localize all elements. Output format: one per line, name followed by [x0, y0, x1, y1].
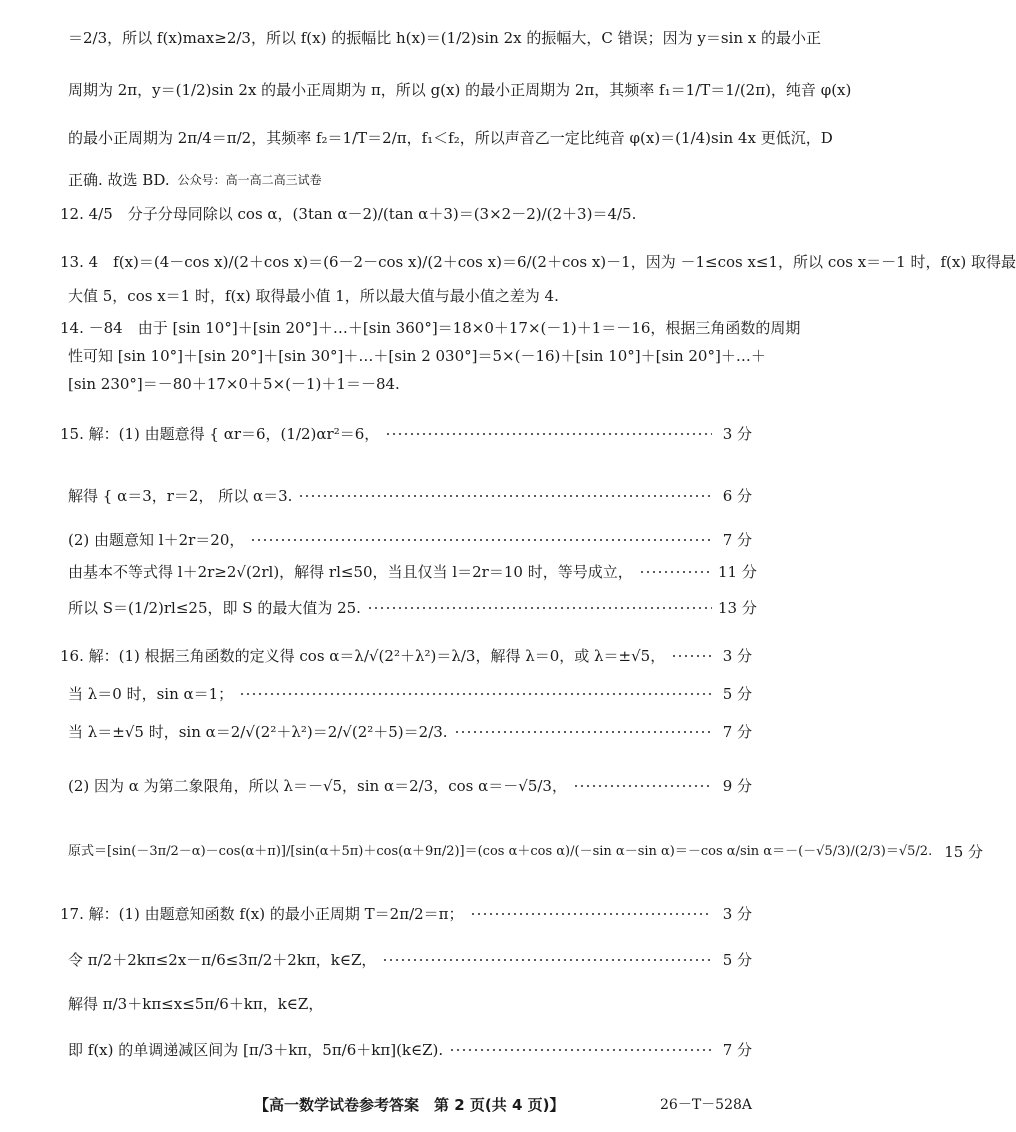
leader-dots [449, 1049, 712, 1051]
solution-line [68, 374, 752, 394]
solution-line [68, 598, 757, 618]
leader-dots [382, 959, 712, 961]
line-text: 17. 解：(1) 由题意知函数 f(x) 的最小正周期 T＝2π/2＝π； [60, 905, 464, 923]
line-text: 大值 5，cos x＝1 时，f(x) 取得最小值 1，所以最大值与最小值之差为 4. [68, 287, 559, 305]
line-text: 13. 4 f(x)＝(4－cos x)/(2＋cos x)＝(6－2－cos x)/(2＋cos x)＝6/(2＋cos x)－1，因为 －1≤cos x≤1，所以 cos x＝－1 时，f(x) 取得最 [60, 253, 1016, 271]
score-mark: 3 分 [722, 647, 752, 665]
score-mark: 7 分 [722, 531, 752, 549]
answer-14 [60, 318, 801, 338]
solution-line [68, 28, 821, 48]
score-mark: 5 分 [722, 951, 752, 969]
line-text: 正确. 故选 BD. [68, 171, 170, 189]
score-mark: 6 分 [722, 487, 752, 505]
line-text: 的最小正周期为 2π/4＝π/2，其频率 f₂＝1/T＝2/π，f₁＜f₂，所以声音乙一定比纯音 φ(x)＝(1/4)sin 4x 更低沉，D [68, 129, 833, 147]
leader-dots [639, 571, 712, 573]
line-text: (2) 由题意知 l＋2r＝20， [68, 531, 245, 549]
solution-line [68, 346, 766, 366]
score-mark: 7 分 [722, 1041, 752, 1059]
solution-line [68, 486, 752, 506]
leader-dots [454, 731, 712, 733]
line-text: 15. 解：(1) 由题意得 { αr＝6，(1/2)αr²＝6， [60, 425, 380, 443]
line-text: 16. 解：(1) 根据三角函数的定义得 cos α＝λ/√(2²＋λ²)＝λ/3，解得 λ＝0，或 λ＝±√5， [60, 647, 666, 665]
score-mark: 7 分 [722, 723, 752, 741]
score-mark: 13 分 [718, 599, 757, 617]
footer-title: 【高一数学试卷参考答案 第 2 页(共 4 页)】 [254, 1096, 565, 1114]
line-text: 解得 π/3＋kπ≤x≤5π/6＋kπ，k∈Z， [68, 995, 324, 1013]
answer-17 [60, 904, 752, 924]
solution-line [68, 286, 752, 306]
leader-dots [367, 607, 712, 609]
leader-dots [298, 495, 712, 497]
leader-dots [385, 433, 712, 435]
solution-line [68, 842, 984, 862]
line-text: 解得 { α＝3，r＝2， 所以 α＝3. [68, 487, 293, 505]
line-text: 令 π/2＋2kπ≤2x－π/6≤3π/2＋2kπ，k∈Z， [68, 951, 377, 969]
line-text: 12. 4/5 分子分母同除以 cos α，(3tan α－2)/(tan α＋3)＝(3×2－2)/(2＋3)＝4/5. [60, 205, 637, 223]
line-text: 原式＝[sin(－3π/2－α)－cos(α＋π)]/[sin(α＋5π)＋cos(α＋9π/2)]＝(cos α＋cos α)/(－sin α－sin α)＝－cos α/sin α＝－(－√5/3)/(2/3)＝√5/2. [68, 844, 933, 859]
line-text: ＝2/3，所以 f(x)max≥2/3，所以 f(x) 的振幅比 h(x)＝(1/2)sin 2x 的振幅大，C 错误；因为 y＝sin x 的最小正 [68, 29, 821, 47]
solution-line [68, 776, 752, 796]
solution-line [68, 684, 752, 704]
score-mark: 15 分 [944, 843, 984, 861]
line-text: 即 f(x) 的单调递减区间为 [π/3＋kπ，5π/6＋kπ](k∈Z). [68, 1041, 444, 1059]
solution-line [68, 562, 757, 582]
line-text: (2) 因为 α 为第二象限角，所以 λ＝－√5，sin α＝2/3，cos α＝－√5/3， [68, 777, 567, 795]
leader-dots [250, 539, 712, 541]
line-text: 14. －84 由于 [sin 10°]＋[sin 20°]＋…＋[sin 360°]＝18×0＋17×(－1)＋1＝－16，根据三角函数的周期 [60, 319, 801, 337]
solution-line [68, 950, 752, 970]
leader-dots [671, 655, 712, 657]
line-text: [sin 230°]＝－80＋17×0＋5×(－1)＋1＝－84. [68, 375, 400, 393]
solution-line [68, 994, 752, 1014]
solution-line [68, 530, 752, 550]
footer-code: 26－T－528A [660, 1097, 752, 1113]
line-text: 由基本不等式得 l＋2r≥2√(2rl)，解得 rl≤50，当且仅当 l＝2r＝10 时，等号成立， [68, 563, 633, 581]
solution-line [68, 1040, 752, 1060]
line-text: 性可知 [sin 10°]＋[sin 20°]＋[sin 30°]＋…＋[sin 2 030°]＝5×(－16)＋[sin 10°]＋[sin 20°]＋…＋ [68, 347, 766, 365]
score-mark: 9 分 [722, 777, 752, 795]
answer-12 [60, 204, 752, 224]
line-text: 当 λ＝±√5 时，sin α＝2/√(2²＋λ²)＝2/√(2²＋5)＝2/3. [68, 723, 448, 741]
line-text: 周期为 2π，y＝(1/2)sin 2x 的最小正周期为 π，所以 g(x) 的最小正周期为 2π，其频率 f₁＝1/T＝1/(2π)，纯音 φ(x) [68, 81, 852, 99]
solution-line [68, 170, 752, 190]
answer-15 [60, 424, 752, 444]
leader-dots [239, 693, 712, 695]
line-text: 当 λ＝0 时，sin α＝1； [68, 685, 234, 703]
answer-16 [60, 646, 752, 666]
score-mark: 5 分 [722, 685, 752, 703]
leader-dots [470, 913, 712, 915]
watermark-note: 公众号：高一高二高三试卷 [177, 173, 322, 187]
score-mark: 3 分 [722, 425, 752, 443]
line-text: 所以 S＝(1/2)rl≤25，即 S 的最大值为 25. [68, 599, 361, 617]
score-mark: 11 分 [718, 563, 757, 581]
solution-line [68, 80, 852, 100]
solution-line [68, 128, 833, 148]
answer-13 [60, 252, 1016, 272]
leader-dots [573, 785, 712, 787]
score-mark: 3 分 [722, 905, 752, 923]
page-footer [0, 1094, 800, 1118]
solution-line [68, 722, 752, 742]
